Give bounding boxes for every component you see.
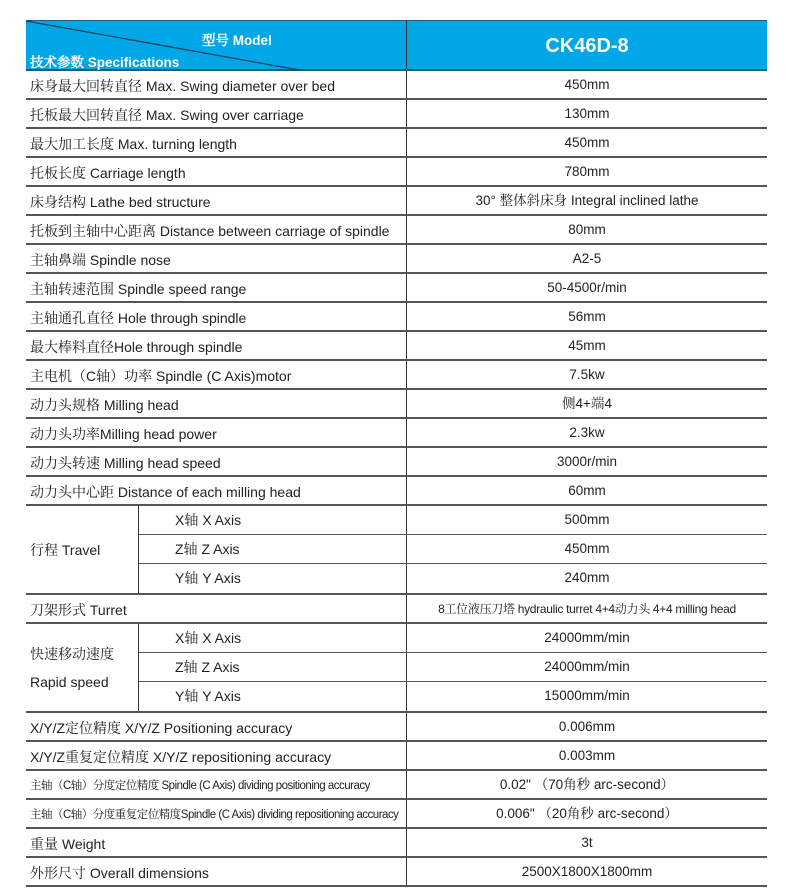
rapid-row-x [139,624,767,653]
spec-value: 50-4500r/min [547,280,627,295]
spec-label: 主轴通孔直径 Hole through spindle [26,303,407,330]
travel-row-y [139,564,767,593]
spec-value: 30° 整体斜床身 Integral inclined lathe [475,193,699,208]
spec-label: 主轴鼻端 Spindle nose [26,245,407,272]
axis-label: X轴 X Axis [139,506,407,534]
table-row [26,771,767,800]
rapid-speed-label [26,624,139,711]
table-row [26,245,767,274]
spec-value: A2-5 [572,251,602,266]
spec-value: 0.003mm [558,748,616,763]
axis-value: 15000mm/min [544,688,630,703]
table-row [26,100,767,129]
spec-label: X/Y/Z重复定位精度 X/Y/Z repositioning accuracy [26,742,407,769]
axis-value: 240mm [564,570,610,585]
travel-row-z [139,535,767,564]
rapid-row-y [139,682,767,711]
spec-value: 侧4+端4 [562,396,612,411]
spec-label: 外形尺寸 Overall dimensions [26,858,407,885]
spec-value: 3t [581,835,593,850]
rapid-speed-label-cn: 快速移动速度 [30,645,114,662]
axis-label: Z轴 Z Axis [139,535,407,563]
spec-label: 动力头规格 Milling head [26,390,407,417]
spec-value: 0.02" （70角秒 arc-second） [499,777,675,792]
table-row [26,390,767,419]
axis-value: 500mm [564,512,610,527]
spec-label: X/Y/Z定位精度 X/Y/Z Positioning accuracy [26,713,407,740]
spec-value: 780mm [564,164,610,179]
table-row [26,71,767,100]
table-row [26,129,767,158]
axis-label: Z轴 Z Axis [139,653,407,681]
spec-label: 主轴（C轴）分度定位精度 Spindle (C Axis) dividing positioning accuracy [26,771,407,798]
table-row [26,274,767,303]
spec-label: 床身最大回转直径 Max. Swing diameter over bed [26,71,407,98]
spec-label: 动力头中心距 Distance of each milling head [26,477,407,504]
spec-value: 60mm [568,483,606,498]
spec-label: 主轴转速范围 Spindle speed range [26,274,407,301]
axis-label: Y轴 Y Axis [139,564,407,593]
model-label: 型号 Model [202,33,272,48]
axis-value: 450mm [564,541,610,556]
table-row [26,303,767,332]
table-row [26,158,767,187]
spec-value: 8工位液压刀塔 hydraulic turret 4+4动力头 4+4 milling head [438,602,736,616]
spec-value: 80mm [568,222,606,237]
table-row [26,742,767,771]
axis-label: Y轴 Y Axis [139,682,407,711]
table-row [26,477,767,506]
spec-value: 2500X1800X1800mm [521,864,653,879]
table-row [26,829,767,858]
table-row [26,216,767,245]
rapid-row-z [139,653,767,682]
rapid-speed-group [26,624,767,713]
travel-group [26,506,767,595]
travel-label-text: 行程 Travel [30,541,101,558]
axis-value: 24000mm/min [544,630,630,645]
spec-label: 托板最大回转直径 Max. Swing over carriage [26,100,407,127]
spec-label: 最大棒料直径Hole through spindle [26,332,407,359]
spec-label: 主轴（C轴）分度重复定位精度Spindle (C Axis) dividing repositioning accuracy [26,800,407,827]
spec-value: 0.006" （20角秒 arc-second） [496,806,678,821]
travel-label [26,506,139,593]
table-row [26,713,767,742]
specifications-label: 技术参数 Specifications [30,55,180,70]
spec-value: 450mm [564,77,610,92]
spec-value: 7.5kw [569,367,605,382]
spec-label: 托板长度 Carriage length [26,158,407,185]
table-row [26,187,767,216]
spec-value: 3000r/min [556,454,618,469]
spec-table [26,20,767,887]
spec-label: 最大加工长度 Max. turning length [26,129,407,156]
spec-value: 56mm [568,309,606,324]
spec-label: 动力头功率Milling head power [26,419,407,446]
spec-label: 动力头转速 Milling head speed [26,448,407,475]
rapid-speed-label-en: Rapid speed [30,673,109,690]
spec-value: 450mm [564,135,610,150]
table-row [26,361,767,390]
spec-label: 刀架形式 Turret [26,595,407,622]
table-row [26,800,767,829]
spec-label: 床身结构 Lathe bed structure [26,187,407,214]
spec-label: 重量 Weight [26,829,407,856]
spec-value: 130mm [564,106,610,121]
spec-label: 托板到主轴中心距离 Distance between carriage of spindle [26,216,407,243]
table-row [26,332,767,361]
spec-label: 主电机（C轴）功率 Spindle (C Axis)motor [26,361,407,388]
table-row [26,448,767,477]
table-header [26,20,767,71]
axis-label: X轴 X Axis [139,624,407,652]
model-value: CK46D-8 [545,35,629,57]
axis-value: 24000mm/min [544,659,630,674]
travel-row-x [139,506,767,535]
spec-value: 2.3kw [569,425,605,440]
spec-value: 0.006mm [558,719,616,734]
spec-value: 45mm [568,338,606,353]
header-corner-cell [26,21,407,69]
table-row [26,419,767,448]
table-row [26,858,767,887]
turret-row [26,595,767,624]
